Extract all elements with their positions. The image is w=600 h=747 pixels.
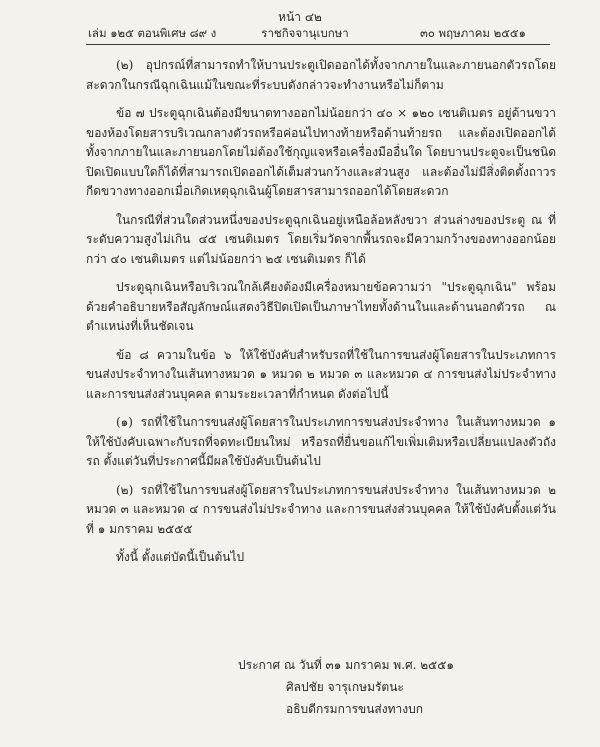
page-number: หน้า ๔๒	[278, 10, 322, 24]
announcement-date: ประกาศ ณ วันที่ ๓๑ มกราคม พ.ศ. ๒๕๕๑	[238, 658, 454, 672]
paragraph: (๒) อุปกรณ์ที่สามารถทำให้บานประตูเปิดออกได้ทั้งจากภายในและภายนอกตัวรถโดยสะดวกในกรณีฉุกเฉินแม้ในขณะที่ระบบดังกล่าวจะทำงานหรือไม่ก็ตาม	[86, 58, 556, 92]
paragraph: ในกรณีที่ส่วนใดส่วนหนึ่งของประตูฉุกเฉินอยู่เหนือล้อหลังขวา ส่วนล่างของประตู ณ ที่ระดับความสูงไม่เกิน ๔๕ เซนติเมตร โดยเริ่มวัดจากพื้นรถจะมีความกว้างของทางออกน้อยกว่า ๔๐ เซนติเมตร แต่ไม่น้อยกว่า ๒๕ เซนติเมตร ก็ได้	[86, 212, 556, 266]
signature-block	[238, 654, 454, 720]
paragraph: (๑) รถที่ใช้ในการขนส่งผู้โดยสารในประเภทการขนส่งประจำทาง ในเส้นทางหมวด ๑ ให้ใช้บังคับเฉพาะกับรถที่จดทะเบียนใหม่ หรือรถที่ยื่นขอแก้ไขเพิ่มเติมหรือเปลี่ยนแปลงตัวถังรถ ตั้งแต่วันที่ประกาศนี้มีผลใช้บังคับเป็นต้นไป	[86, 415, 556, 468]
paragraph: ข้อ ๗ ประตูฉุกเฉินต้องมีขนาดทางออกไม่น้อยกว่า ๔๐ × ๑๒๐ เซนติเมตร อยู่ด้านขวาของห้องโดยสารบริเวณกลางตัวรถหรือค่อนไปทางท้ายหรือด้านท้ายรถ และต้องเปิดออกได้ทั้งจากภายในและภายนอกโดยไม่ต้องใช้กุญแจหรือเครื่องมืออื่นใด โดยบานประตูจะเป็นชนิดปิดเปิดแบบใดก็ได้ที่สามารถเปิดออกได้เต็มส่วนกว้างและส่วนสูง และต้องไม่มีสิ่งติดตั้งถาวรกีดขวางทางออกเมื่อเกิดเหตุฉุกเฉินผู้โดยสารสามารถออกได้โดยสะดวก	[86, 106, 556, 198]
paragraph: ข้อ ๘ ความในข้อ ๖ ให้ใช้บังคับสำหรับรถที่ใช้ในการขนส่งผู้โดยสารในประเภทการขนส่งประจำทางในเส้นทางหมวด ๑ หมวด ๒ หมวด ๓ และหมวด ๔ การขนส่งไม่ประจำทาง และการขนส่งส่วนบุคคล ตามระยะเวลาที่กำหนด ดังต่อไปนี้	[86, 347, 556, 401]
document-body	[86, 56, 556, 577]
signatory-name: ศิลปชัย จารุเกษมรัตนะ	[286, 680, 404, 694]
gazette-title: ราชกิจจานุเบกษา	[261, 26, 349, 40]
paragraph: ประตูฉุกเฉินหรือบริเวณใกล้เคียงต้องมีเครื่องหมายข้อความว่า "ประตูฉุกเฉิน" พร้อมด้วยคำอธิบายหรือสัญลักษณ์แสดงวิธีปิดเปิดเป็นภาษาไทยทั้งด้านในและด้านนอกตัวรถ ณ ตำแหน่งที่เห็นชัดเจน	[86, 280, 556, 333]
volume-issue: เล่ม ๑๒๕ ตอนพิเศษ ๘๙ ง	[88, 26, 217, 40]
paragraph: ทั้งนี้ ตั้งแต่บัดนี้เป็นต้นไป	[116, 550, 245, 564]
header-divider	[86, 44, 550, 45]
signatory-position: อธิบดีกรมการขนส่งทางบก	[286, 702, 423, 716]
paragraph: (๒) รถที่ใช้ในการขนส่งผู้โดยสารในประเภทการขนส่งประจำทาง ในเส้นทางหมวด ๒ หมวด ๓ และหมวด ๔ การขนส่งไม่ประจำทาง และการขนส่งส่วนบุคคล ให้ใช้บังคับตั้งแต่วันที่ ๑ มกราคม ๒๕๕๕	[86, 482, 556, 536]
publish-date: ๓๐ พฤษภาคม ๒๕๕๑	[420, 26, 526, 40]
